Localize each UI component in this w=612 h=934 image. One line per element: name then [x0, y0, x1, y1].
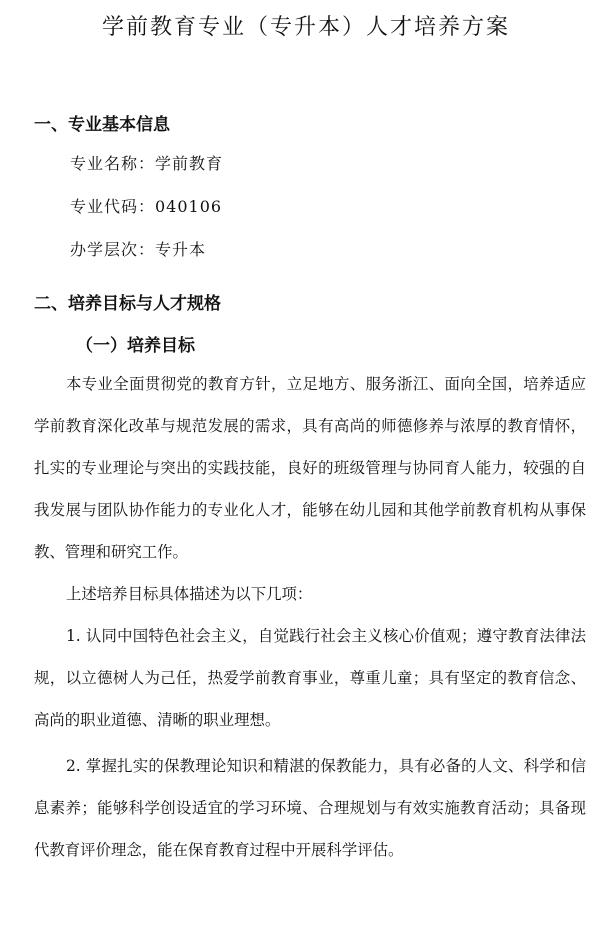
- document-title: 学前教育专业（专升本）人才培养方案: [101, 15, 510, 40]
- paragraph-goal-item-1: 1. 认同中国特色社会主义，自觉践行社会主义核心价值观；遵守教育法律法规，以立德树人为己任，热爱学前教育事业，尊重儿童；具有坚定的教育信念、高尚的职业道德、清晰的职业理想。: [34, 627, 586, 729]
- paragraph-goal-intro: 上述培养目标具体描述为以下几项：: [66, 585, 313, 603]
- section-heading-goals: 二、培养目标与人才规格: [34, 294, 221, 314]
- paragraph-goal-item-2: 2. 掌握扎实的保教理论知识和精湛的保教能力，具有必备的人文、科学和信息素养；能够科学创设适宜的学习环境、合理规划与有效实施教育活动；具备现代教育评价理念，能在保育教育过程中开展科学评估。: [34, 757, 586, 859]
- paragraph-training-goal: 本专业全面贯彻党的教育方针，立足地方、服务浙江、面向全国，培养适应学前教育深化改革与规范发展的需求，具有高尚的师德修养与浓厚的教育情怀，扎实的专业理论与突出的实践技能，良好的班级管理与协同育人能力，较强的自我发展与团队协作能力的专业化人才，能够在幼儿园和其他学前教育机构从事保教、管理和研究工作。: [34, 375, 586, 561]
- subsection-heading-training-goal: （一）培养目标: [76, 336, 195, 356]
- section-heading-basic-info: 一、专业基本信息: [34, 115, 170, 135]
- major-name-line: 专业名称：学前教育: [70, 154, 224, 173]
- major-code-line: 专业代码：040106: [70, 197, 223, 216]
- education-level-line: 办学层次：专升本: [70, 240, 207, 259]
